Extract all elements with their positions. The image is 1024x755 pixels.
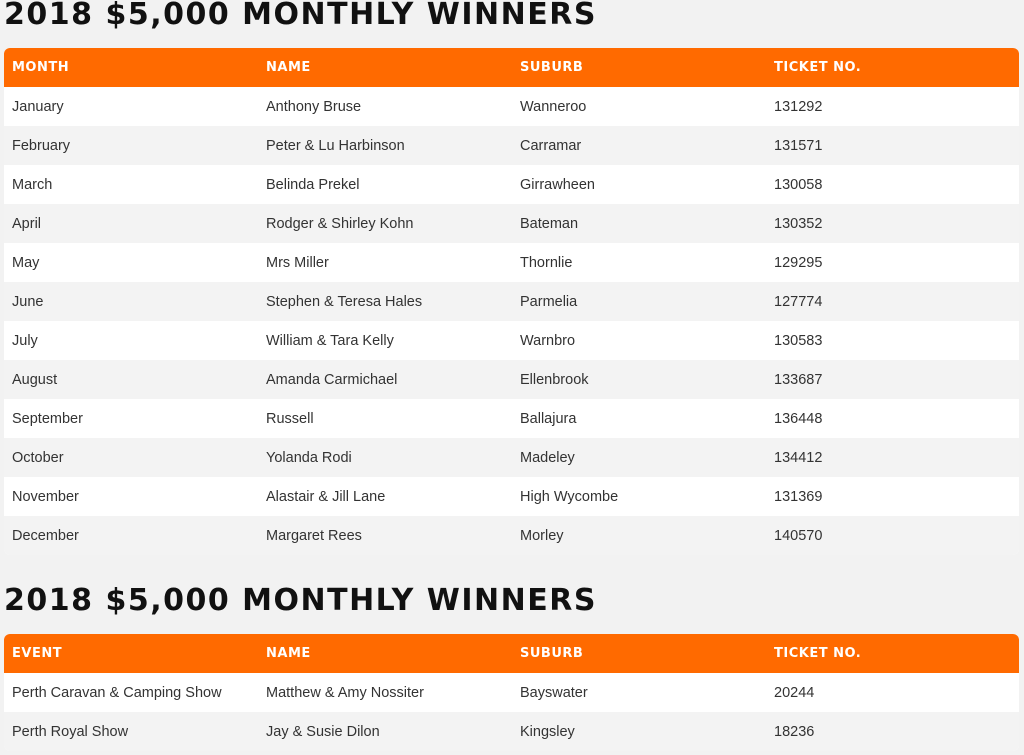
cell-ticket: 134412 [766,438,1019,477]
table-row [4,126,1019,165]
cell-suburb: Kingsley [512,712,766,751]
cell-suburb: Morley [512,516,766,555]
cell-name: Russell [258,399,512,438]
cell-month: March [4,165,258,204]
cell-ticket: 140570 [766,516,1019,555]
cell-month: August [4,360,258,399]
table-row [4,477,1019,516]
cell-suburb: Girrawheen [512,165,766,204]
cell-event: Perth Caravan & Camping Show [4,673,258,712]
cell-ticket: 20244 [766,673,1019,712]
table-row [4,87,1019,126]
monthly-winners-table [4,48,1019,555]
column-header-suburb: SUBURB [512,634,766,673]
cell-suburb: Wanneroo [512,87,766,126]
cell-name: Mrs Miller [258,243,512,282]
cell-suburb: Madeley [512,438,766,477]
column-header-name: NAME [258,634,512,673]
cell-month: December [4,516,258,555]
column-header-name: NAME [258,48,512,87]
column-header-suburb: SUBURB [512,48,766,87]
cell-month: April [4,204,258,243]
cell-month: November [4,477,258,516]
table-row [4,438,1019,477]
cell-name: Matthew & Amy Nossiter [258,673,512,712]
cell-name: Anthony Bruse [258,87,512,126]
cell-ticket: 129295 [766,243,1019,282]
cell-ticket: 136448 [766,399,1019,438]
cell-name: Jay & Susie Dilon [258,712,512,751]
cell-month: February [4,126,258,165]
cell-name: Yolanda Rodi [258,438,512,477]
table-row [4,321,1019,360]
table-row [4,204,1019,243]
table-row [4,673,1019,712]
column-header-month: MONTH [4,48,258,87]
cell-month: July [4,321,258,360]
column-header-ticket-no: TICKET NO. [766,48,1019,87]
cell-ticket: 131369 [766,477,1019,516]
cell-suburb: Bayswater [512,673,766,712]
cell-month: September [4,399,258,438]
cell-ticket: 131292 [766,87,1019,126]
table-row [4,712,1019,751]
cell-name: Amanda Carmichael [258,360,512,399]
cell-suburb: Ellenbrook [512,360,766,399]
cell-name: Margaret Rees [258,516,512,555]
cell-name: Stephen & Teresa Hales [258,282,512,321]
cell-name: Belinda Prekel [258,165,512,204]
cell-name: Alastair & Jill Lane [258,477,512,516]
cell-name: William & Tara Kelly [258,321,512,360]
table-row [4,516,1019,555]
cell-ticket: 130352 [766,204,1019,243]
cell-ticket: 131571 [766,126,1019,165]
cell-suburb: High Wycombe [512,477,766,516]
cell-name: Peter & Lu Harbinson [258,126,512,165]
cell-month: June [4,282,258,321]
table-row [4,399,1019,438]
table-header-row [4,634,1019,673]
table-row [4,165,1019,204]
cell-ticket: 133687 [766,360,1019,399]
table-header-row [4,48,1019,87]
cell-month: May [4,243,258,282]
cell-suburb: Thornlie [512,243,766,282]
cell-month: January [4,87,258,126]
cell-ticket: 127774 [766,282,1019,321]
column-header-event: EVENT [4,634,258,673]
event-winners-table [4,634,1019,751]
cell-ticket: 130583 [766,321,1019,360]
cell-suburb: Parmelia [512,282,766,321]
cell-name: Rodger & Shirley Kohn [258,204,512,243]
cell-suburb: Carramar [512,126,766,165]
cell-event: Perth Royal Show [4,712,258,751]
cell-suburb: Warnbro [512,321,766,360]
section-title-monthly-winners: 2018 $5,000 MONTHLY WINNERS [4,0,597,32]
column-header-ticket-no: TICKET NO. [766,634,1019,673]
cell-ticket: 18236 [766,712,1019,751]
table-row [4,243,1019,282]
cell-suburb: Ballajura [512,399,766,438]
cell-suburb: Bateman [512,204,766,243]
cell-month: October [4,438,258,477]
table-row [4,282,1019,321]
section-title-event-winners: 2018 $5,000 MONTHLY WINNERS [4,583,597,618]
table-row [4,360,1019,399]
cell-ticket: 130058 [766,165,1019,204]
